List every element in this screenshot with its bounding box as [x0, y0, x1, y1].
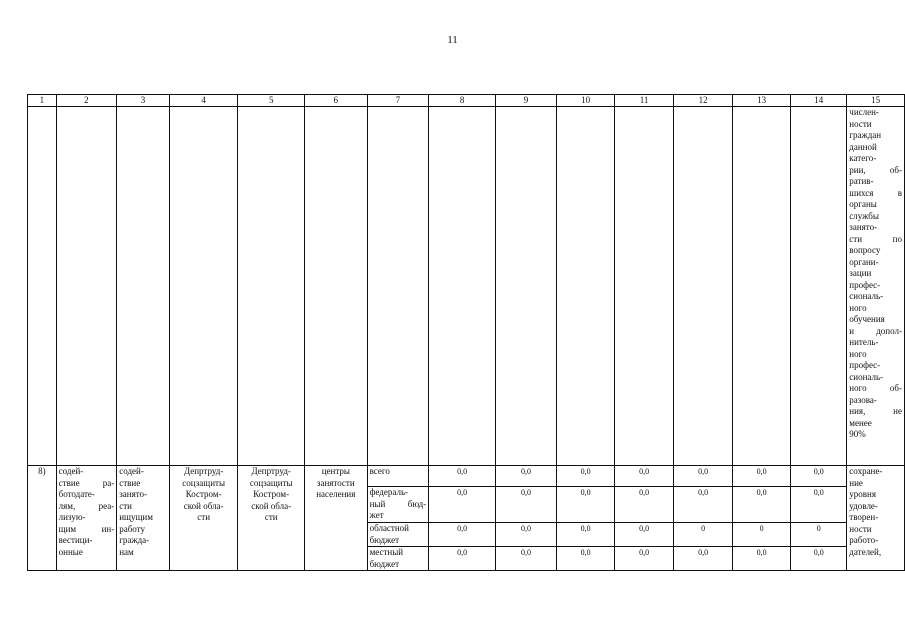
funding-value: 0,0 [557, 466, 615, 487]
header-cell: 5 [238, 95, 305, 107]
program-table [27, 94, 905, 571]
continued-row [28, 107, 905, 466]
funding-value: 0,0 [791, 487, 847, 523]
funding-value: 0 [733, 523, 791, 547]
task-name: содей- ствие занято- сти ищущим работу гражда- нам [117, 466, 170, 571]
funding-value: 0,0 [615, 487, 674, 523]
funding-value: 0,0 [733, 466, 791, 487]
header-cell: 14 [791, 95, 847, 107]
header-cell: 10 [557, 95, 615, 107]
funding-value: 0,0 [791, 547, 847, 571]
header-cell: 9 [496, 95, 557, 107]
funding-value: 0,0 [674, 466, 733, 487]
funding-value: 0,0 [615, 466, 674, 487]
funding-value: 0,0 [429, 487, 496, 523]
funding-source: всего [367, 466, 429, 487]
header-cell: 11 [615, 95, 674, 107]
participants: центры занятости населения [305, 466, 368, 571]
funding-value: 0,0 [615, 523, 674, 547]
measure-name: содей- ствие ра- ботодате- лям, реа- лизую- щим ин- вестици- онные [56, 466, 117, 571]
table-row [28, 466, 905, 487]
header-cell: 7 [367, 95, 429, 107]
funding-value: 0,0 [557, 523, 615, 547]
responsible-executor: Депртруд- соцзащиты Костром- ской обла- сти [169, 466, 238, 571]
expected-result: сохране- ние уровня удовле- творен- ности работо- дателей, [847, 466, 905, 571]
header-row [28, 95, 905, 107]
header-cell: 8 [429, 95, 496, 107]
funding-value: 0,0 [733, 547, 791, 571]
co-executor: Депртруд- соцзащиты Костром- ской обла- сти [238, 466, 305, 571]
funding-value: 0,0 [615, 547, 674, 571]
indicator-text-prev: числен- ности граждан данной катего- рии, об- ратив- шихся в органы службы занято- сти по вопросу органи- зации профес- сиональ- ного обучения и допол- нитель- ного профес- сиональ- ного об- разова- ния, не менее 90% [847, 107, 905, 466]
funding-value: 0,0 [496, 466, 557, 487]
header-cell: 1 [28, 95, 57, 107]
row-number: 8) [28, 466, 57, 571]
funding-value: 0 [791, 523, 847, 547]
funding-value: 0,0 [557, 487, 615, 523]
header-cell: 4 [169, 95, 238, 107]
funding-value: 0,0 [733, 487, 791, 523]
funding-value: 0,0 [674, 547, 733, 571]
funding-value: 0,0 [557, 547, 615, 571]
header-cell: 13 [733, 95, 791, 107]
header-cell: 6 [305, 95, 368, 107]
page-number: 11 [447, 34, 458, 46]
funding-source: областной бюджет [367, 523, 429, 547]
funding-value: 0,0 [496, 523, 557, 547]
funding-source: федераль- ный бюд- жет [367, 487, 429, 523]
funding-source: местный бюджет [367, 547, 429, 571]
funding-value: 0,0 [429, 523, 496, 547]
funding-value: 0,0 [496, 487, 557, 523]
header-cell: 15 [847, 95, 905, 107]
funding-value: 0,0 [791, 466, 847, 487]
header-cell: 3 [117, 95, 170, 107]
header-cell: 2 [56, 95, 117, 107]
funding-value: 0,0 [429, 466, 496, 487]
funding-value: 0,0 [496, 547, 557, 571]
header-cell: 12 [674, 95, 733, 107]
funding-value: 0 [674, 523, 733, 547]
funding-value: 0,0 [429, 547, 496, 571]
funding-value: 0,0 [674, 487, 733, 523]
